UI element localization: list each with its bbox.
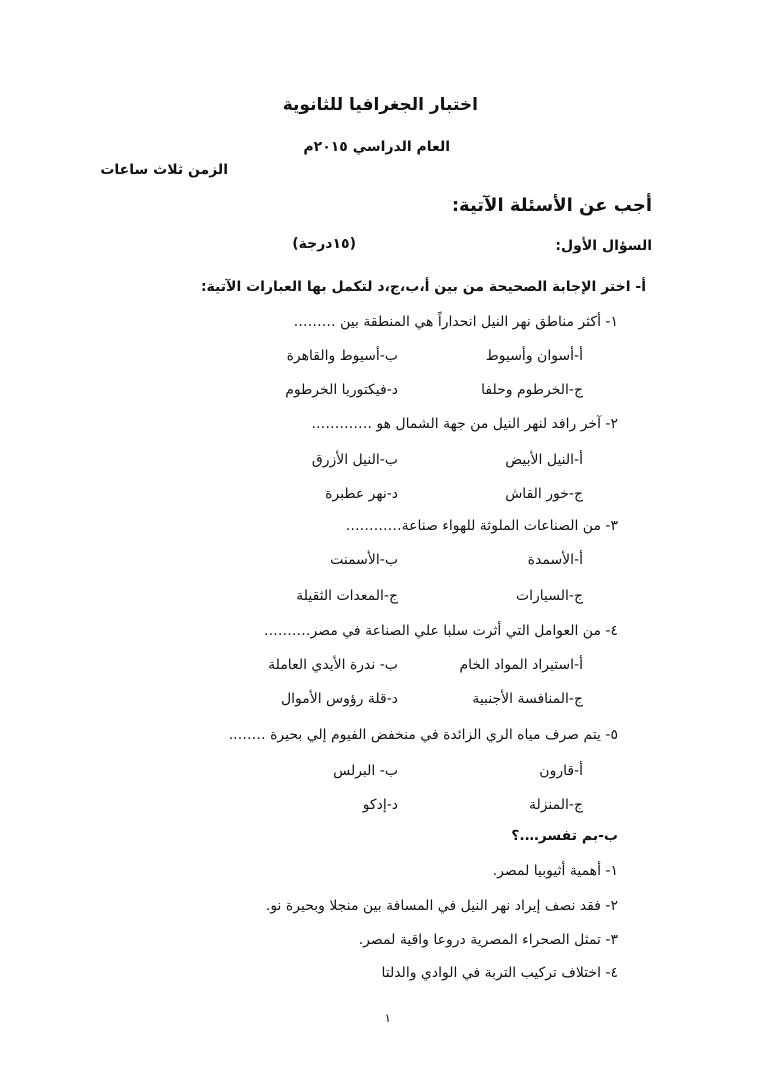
partB-heading: ب-بم تفسر….؟ xyxy=(511,828,618,844)
explain-item: ١- أهمية أثيوبيا لمصر. xyxy=(492,863,618,879)
question-stem: ٤- من العوامل التي أثرت سلبا علي الصناعة في مصر………. xyxy=(264,623,618,639)
question-stem: ٣- من الصناعات الملوثة للهواء صناعة………… xyxy=(345,518,618,534)
instruction: أجب عن الأسئلة الآتية: xyxy=(451,195,652,216)
option-b: ب-الأسمنت xyxy=(330,552,398,568)
option-c: ج-السيارات xyxy=(515,588,583,604)
page-number: ١ xyxy=(384,1011,391,1025)
explain-item: ٢- فقد نصف إيراد نهر النيل في المسافة بين منجلا وبحيرة نو. xyxy=(265,898,618,914)
question-stem: ٥- يتم صرف مياه الري الزائدة في منخفض الفيوم إلي بحيرة …….. xyxy=(228,727,618,743)
option-d: د-فيكتوريا الخرطوم xyxy=(285,382,398,398)
academic-year: العام الدراسي ٢٠١٥م xyxy=(303,139,450,155)
option-b: ب- البرلس xyxy=(333,763,398,779)
question-stem: ١- أكثر مناطق نهر النيل انحداراً هي المنطقة بين ……… xyxy=(293,314,618,330)
option-a: أ-قارون xyxy=(539,763,583,779)
option-c: ج-المنزلة xyxy=(528,797,583,813)
exam-duration: الزمن ثلاث ساعات xyxy=(100,162,228,178)
option-b: ب-النيل الأزرق xyxy=(311,452,398,468)
exam-title: اختبار الجغرافيا للثانوية xyxy=(282,95,478,115)
option-a: أ-استيراد المواد الخام xyxy=(459,657,583,673)
question-stem: ٢- آخر رافد لنهر النيل من جهة الشمال هو …………. xyxy=(311,416,618,432)
option-d: د-قلة رؤوس الأموال xyxy=(280,691,398,707)
option-d: ج-المعدات الثقيلة xyxy=(296,588,398,604)
option-c: ج-الخرطوم وحلفا xyxy=(481,382,583,398)
partA-heading: أ- اختر الإجابة الصحيحة من بين أ،ب،ج،د لتكمل بها العبارات الآتية: xyxy=(200,279,646,295)
option-a: أ-النيل الأبيض xyxy=(505,452,583,468)
option-a: أ-أسوان وأسيوط xyxy=(485,348,583,364)
option-b: ب-أسيوط والقاهرة xyxy=(286,348,398,364)
option-c: ج-خور القاش xyxy=(505,486,583,502)
explain-item: ٤- اختلاف تركيب التربة في الوادي والدلتا xyxy=(381,965,618,981)
option-a: أ-الأسمدة xyxy=(527,552,583,568)
option-c: ج-المنافسة الأجنبية xyxy=(472,691,583,707)
question1-marks: (١٥درجة) xyxy=(292,236,356,252)
explain-item: ٣- تمثل الصحراء المصرية دروعا واقية لمصر. xyxy=(358,932,618,948)
option-d: د-نهر عطبرة xyxy=(325,486,398,502)
question1-label: السؤال الأول: xyxy=(555,238,652,254)
option-b: ب- ندرة الأيدي العاملة xyxy=(268,657,398,673)
option-d: د-إدكو xyxy=(362,797,398,813)
